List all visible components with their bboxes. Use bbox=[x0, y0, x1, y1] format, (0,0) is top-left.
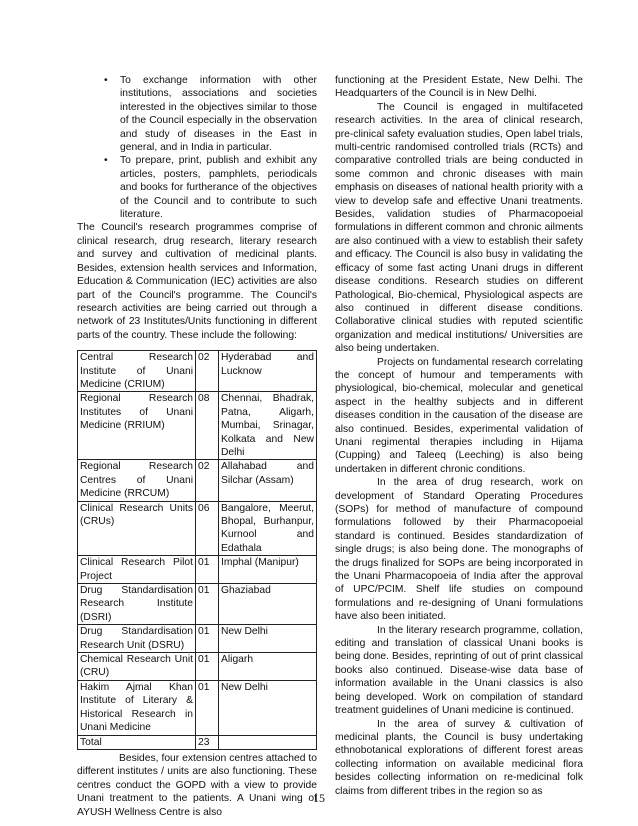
table-row: Regional Research Centres of Unani Medicine (RRCUM) 02 Allahabad and Silchar (Assam) bbox=[78, 460, 317, 501]
table-row: Drug Standardisation Research Institute (DSRI) 01 Ghaziabad bbox=[78, 584, 317, 625]
table-row: Hakim Ajmal Khan Institute of Literary & Historical Research in Unani Medicine 01 New Delhi bbox=[78, 680, 317, 735]
bullet-icon: • bbox=[104, 75, 108, 86]
right-column bbox=[335, 74, 583, 798]
table-row: Regional Research Institutes of Unani Medicine (RRIUM) 08 Chennai, Bhadrak, Patna, Aligarh, Mumbai, Srinagar, Kolkata and New Delhi bbox=[78, 392, 317, 460]
table-row: Central Research Institute of Unani Medicine (CRIUM) 02 Hyderabad and Lucknow bbox=[78, 351, 317, 392]
table-total-row: Total 23 bbox=[78, 735, 317, 749]
fundamental-research-paragraph: Projects on fundamental research correlating the concept of humour and temperaments with physiological, bio-chemical, molecular and genetical aspect in the healthy subjects and in different diseases condition in the causation of the disease are also continued. Besides, experimental validation of Unani regimental therapies including in Hijama (Cupping) and Taleeq (Leeching) is also being undertaken in different chronic conditions. bbox=[335, 356, 583, 475]
bullet-icon: • bbox=[104, 155, 108, 167]
table-row: Clinical Research Pilot Project 01 Imphal (Manipur) bbox=[78, 556, 317, 584]
research-programmes-paragraph: The Council's research programmes comprise of clinical research, drug research, literary research and survey and cultivation of medicinal plants. Besides, extension health services and Information, Education & Communication (IEC) activities are also part of the Council's programme. The Council's research activities are being carried out through a network of 23 Institutes/Units functioning in different parts of the country. These include the following: bbox=[77, 222, 317, 341]
drug-research-paragraph: In the area of drug research, work on development of Standard Operating Procedures (SOPs) for method of manufacture of compound formulations followed by their Pharmacopoeial standard is continued. Besides standardization of single drugs; is also being done. The monographs of the drugs finalized for SOPs are being incorporated in the Unani Pharmacopoeia of India after the approval of UPC/PCIM. Shelf life studies on compound formulations and re-designing of Unani formulations have also been initiated. bbox=[335, 477, 583, 623]
institutes-table bbox=[77, 350, 317, 750]
table-row: Clinical Research Units (CRUs) 06 Bangalore, Meerut, Bhopal, Burhanpur, Kurnool and Edathala bbox=[78, 501, 317, 556]
left-column bbox=[77, 74, 317, 819]
table-row: Chemical Research Unit (CRU) 01 Aligarh bbox=[78, 653, 317, 681]
page-number: 15 bbox=[313, 791, 325, 805]
extension-centres-paragraph: Besides, four extension centres attached to different institutes / units are also functioning. These centres conduct the GOPD with a view to provide Unani treatment to the patients. A Unani wing of AYUSH Wellness Centre is also bbox=[77, 752, 317, 818]
literary-research-paragraph: In the literary research programme, collation, editing and translation of classical Unani books is being done. Besides, reprinting of out of print classical books also continued. Disease-wise data base of information available in the Unani classics is also being developed. Work on compilation of standard treatment guidelines of Unani medicine is continued. bbox=[335, 624, 583, 717]
list-item: • To prepare, print, publish and exhibit any articles, posters, pamphlets, periodicals and books for furtherance of the objectives of the Council and to contribute to such literature. bbox=[104, 155, 317, 221]
list-item: • To exchange information with other institutions, associations and societies interested in the objectives similar to those of the Council especially in the observation and study of diseases in the East in general, and in India in particular. bbox=[104, 75, 317, 154]
table-row: Drug Standardisation Research Unit (DSRU) 01 New Delhi bbox=[78, 625, 317, 653]
medicinal-plants-paragraph: In the area of survey & cultivation of medicinal plants, the Council is busy undertaking ethnobotanical explorations of different forest areas collecting information on available medicinal flora besides collecting information on re-medicinal folk claims from different tribes in the region so as bbox=[335, 718, 583, 797]
objectives-list bbox=[77, 74, 317, 221]
clinical-research-paragraph: The Council is engaged in multifaceted research activities. In the area of clinical research, pre-clinical safety evaluation studies, Open label trials, multi-centric randomised controlled trials (RCTs) and comparative controlled trials are being conducted in some common and chronic diseases with main emphasis on diseases of national health priority with a view to develop safe and effective Unani treatments. Besides, validation studies of Pharmacopoeial formulations in different common and chronic ailments are also continued with a view to establish their safety and efficacy. The Council is also busy in validating the efficacy of some fast acting Unani drugs in different disease conditions. Research studies on different Pathological, Bio-chemical, Physiological aspects are also continued in different disease conditions. Collaborative clinical studies with reputed scientific organization and medical institutions/ Universities are also being undertaken. bbox=[335, 101, 583, 355]
headquarters-paragraph: functioning at the President Estate, New Delhi. The Headquarters of the Council is in New Delhi. bbox=[335, 75, 583, 100]
